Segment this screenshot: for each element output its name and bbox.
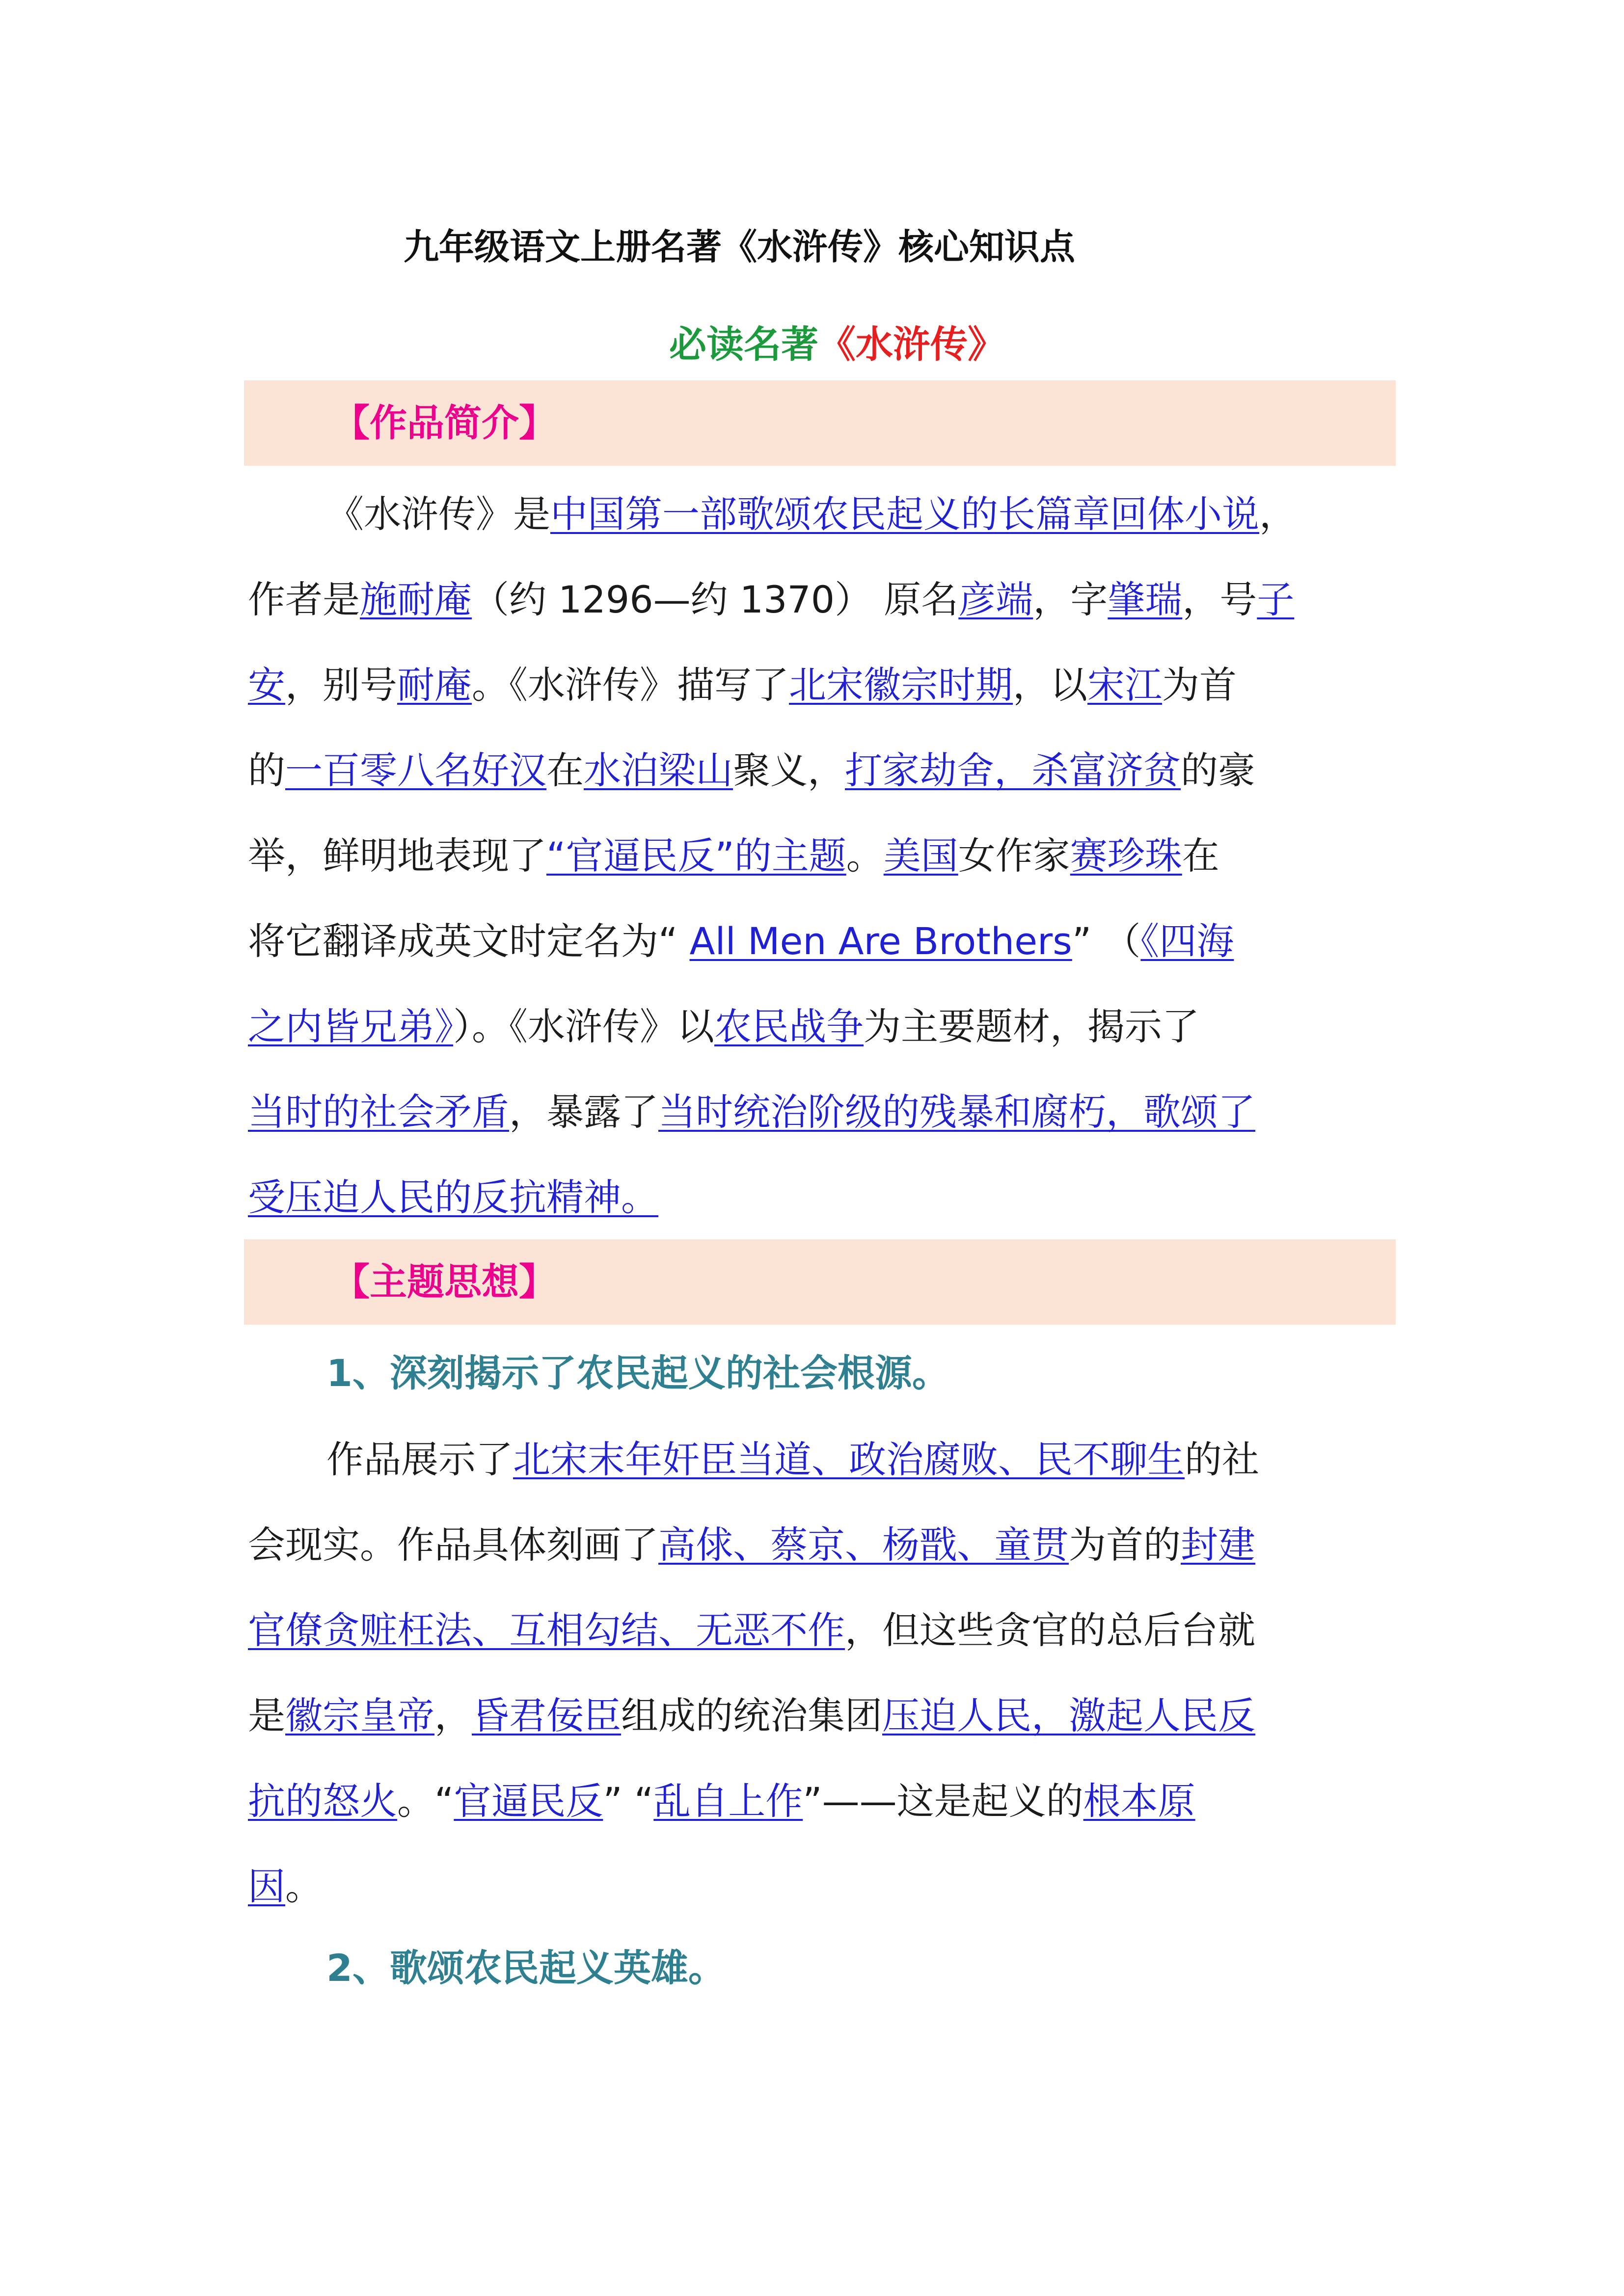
intro-paragraph <box>248 472 1397 1240</box>
text-run: 会现实。作品具体刻画了 <box>248 1523 658 1567</box>
text-run: ， <box>1259 492 1297 536</box>
underlined-run: 之内皆兄弟》 <box>248 1005 453 1048</box>
text-run: 《水浒传》是 <box>326 492 550 536</box>
text-run: （约 1296—约 1370） 原名 <box>472 578 959 621</box>
text-run: ，但这些贪官的总后台就 <box>845 1608 1255 1652</box>
underlined-run: 北宋末年奸臣当道、政治腐败、民不聊生 <box>513 1438 1185 1481</box>
text-run: 。《水浒传》描写了 <box>472 663 789 707</box>
underlined-run: 因 <box>248 1865 285 1908</box>
underlined-run: 宋江 <box>1087 663 1162 707</box>
text-run: ，暴露了 <box>509 1090 658 1134</box>
text-run: 在 <box>1182 834 1219 878</box>
text-run: 是 <box>248 1694 285 1737</box>
text-run: 为首的 <box>1069 1523 1181 1567</box>
underlined-run: 官僚贪赃枉法、互相勾结、无恶不作 <box>248 1608 845 1652</box>
underlined-run: 安 <box>248 663 285 707</box>
text-run: 作品展示了 <box>326 1438 513 1481</box>
text-run: 聚义， <box>733 748 845 792</box>
text-run: 为首 <box>1162 663 1237 707</box>
underlined-run: 压迫人民，激起人民反 <box>882 1694 1255 1737</box>
theme-paragraph-1 <box>248 1417 1397 1929</box>
underlined-run: 根本原 <box>1083 1779 1195 1823</box>
text-run: 在 <box>546 748 584 792</box>
theme-line-2 <box>248 1502 1397 1588</box>
text-run: 。“ <box>397 1779 454 1823</box>
underlined-run: 徽宗皇帝 <box>285 1694 434 1737</box>
text-run: ，以 <box>1013 663 1087 707</box>
underlined-run: 彦端 <box>958 578 1033 621</box>
intro-line-2 <box>248 557 1397 642</box>
underlined-run: 《四海 <box>1140 919 1234 963</box>
underlined-run: 赛珍珠 <box>1070 834 1182 878</box>
underlined-run: 抗的怒火 <box>248 1779 397 1823</box>
subtitle-prefix: 必读名著 <box>669 322 818 366</box>
subtitle-book-name: 《水浒传》 <box>818 322 1005 366</box>
section-label-theme: 【主题思想】 <box>332 1260 556 1304</box>
underlined-run: 打家劫舍，杀富济贫 <box>845 748 1181 792</box>
text-run: ，别号 <box>285 663 397 707</box>
text-run: 。 <box>285 1865 323 1908</box>
intro-line-9 <box>248 1155 1397 1240</box>
underlined-run: 子 <box>1257 578 1295 621</box>
document-title: 九年级语文上册名著《水浒传》核心知识点 <box>404 226 1076 267</box>
text-run: ” （ <box>1072 919 1141 963</box>
text-run: ” “ <box>603 1779 654 1823</box>
underlined-run: 一百零八名好汉 <box>285 748 546 792</box>
theme-line-4 <box>248 1673 1397 1759</box>
section-band-theme <box>244 1239 1396 1325</box>
text-run: 举，鲜明地表现了 <box>248 834 546 878</box>
document-subtitle <box>669 315 1005 368</box>
underlined-run: 昏君佞臣 <box>472 1694 621 1737</box>
text-run: 。 <box>846 834 884 878</box>
intro-line-6 <box>248 899 1397 984</box>
underlined-run: 农民战争 <box>714 1005 864 1048</box>
text-run: 组成的统治集团 <box>621 1694 882 1737</box>
underlined-run: 封建 <box>1181 1523 1255 1567</box>
text-run: ”——这是起义的 <box>803 1779 1083 1823</box>
theme-heading-2: 2、歌颂农民起义英雄。 <box>326 1946 726 1990</box>
intro-line-7 <box>248 984 1397 1069</box>
theme-line-3 <box>248 1588 1397 1673</box>
intro-line-3 <box>248 642 1397 728</box>
intro-line-8 <box>248 1069 1397 1155</box>
underlined-run: 受压迫人民的反抗精神。 <box>248 1175 658 1219</box>
text-run: ，号 <box>1182 578 1257 621</box>
underlined-run: 当时统治阶级的残暴和腐朽，歌颂了 <box>658 1090 1255 1134</box>
section-band-intro <box>244 380 1396 466</box>
section-label-intro: 【作品简介】 <box>332 401 556 445</box>
text-run: 将它翻译成英文时定名为“ <box>248 919 690 963</box>
text-run: 作者是 <box>248 578 360 621</box>
theme-line-6 <box>248 1844 1397 1929</box>
text-run: 的 <box>248 748 285 792</box>
underlined-run: 官逼民反 <box>454 1779 603 1823</box>
text-run: ， <box>434 1694 472 1737</box>
theme-heading-1: 1、深刻揭示了农民起义的社会根源。 <box>326 1351 949 1395</box>
underlined-run: 高俅、蔡京、杨戬、童贯 <box>658 1523 1069 1567</box>
underlined-run: 施耐庵 <box>360 578 472 621</box>
underlined-run: 美国 <box>883 834 958 878</box>
intro-line-1 <box>248 472 1397 557</box>
underlined-run: 中国第一部歌颂农民起义的长篇章回体小说 <box>550 492 1259 536</box>
underlined-run: 肇瑞 <box>1108 578 1183 621</box>
text-run: ，字 <box>1033 578 1108 621</box>
theme-line-1 <box>248 1417 1397 1502</box>
text-run: 的豪 <box>1181 748 1255 792</box>
underlined-run: 乱自上作 <box>653 1779 803 1823</box>
underlined-run: All Men Are Brothers <box>689 919 1072 963</box>
underlined-run: 北宋徽宗时期 <box>789 663 1013 707</box>
text-run: 为主要题材，揭示了 <box>864 1005 1199 1048</box>
intro-line-5 <box>248 813 1397 899</box>
underlined-run: 当时的社会矛盾 <box>248 1090 509 1134</box>
text-run: 女作家 <box>958 834 1070 878</box>
underlined-run: 耐庵 <box>397 663 472 707</box>
intro-line-4 <box>248 728 1397 813</box>
underlined-run: 水泊梁山 <box>584 748 733 792</box>
text-run: 的社 <box>1185 1438 1259 1481</box>
theme-line-5 <box>248 1759 1397 1844</box>
underlined-run: “官逼民反”的主题 <box>546 834 846 878</box>
text-run: ）。《水浒传》以 <box>453 1005 714 1048</box>
